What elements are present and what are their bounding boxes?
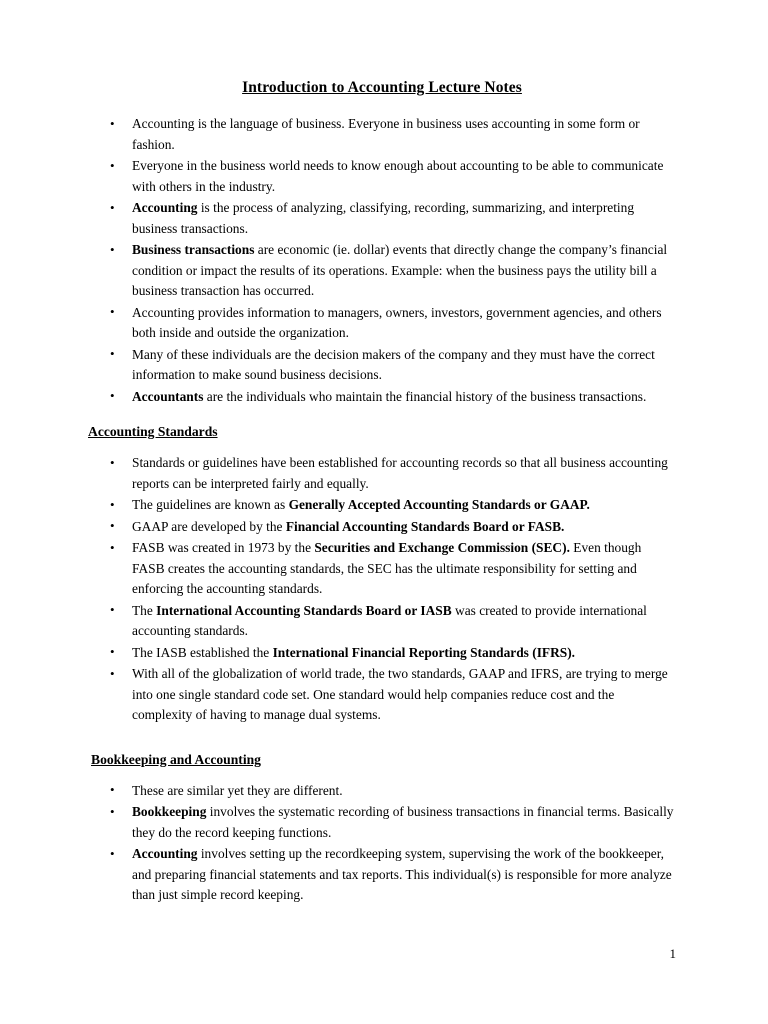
body-text: GAAP are developed by the (132, 518, 286, 534)
body-text: Even though FASB creates the accounting standards, the SEC has the ultimate responsibility for setting and enforcing the accounting standards. (132, 540, 642, 597)
list-item (88, 240, 676, 302)
list-item (88, 453, 676, 494)
list-item (88, 303, 676, 344)
emphasis-text: International Financial Reporting Standards (IFRS). (272, 644, 576, 660)
emphasis-text: Bookkeeping (132, 804, 207, 820)
body-text: The (132, 602, 157, 618)
body-text: Accounting is the language of business. Everyone in business uses accounting in some form or fashion. (132, 116, 640, 152)
body-text: was created to provide international accounting standards. (132, 602, 647, 639)
body-text: Many of these individuals are the decision makers of the company and they must have the correct information to make sound business decisions. (132, 346, 655, 383)
list-item (88, 345, 676, 386)
body-text: FASB was created in 1973 by the (132, 540, 315, 556)
list-item (88, 198, 676, 239)
list-item (88, 643, 676, 664)
list-item (88, 156, 676, 197)
emphasis-text: Generally Accepted Accounting Standards or GAAP. (288, 497, 590, 513)
emphasis-text: International Accounting Standards Board or IASB (156, 602, 452, 618)
body-text: These are similar yet they are different. (132, 782, 343, 798)
body-text: Standards or guidelines have been established for accounting records so that all business accounting reports can be interpreted fairly and equally. (132, 455, 668, 491)
list-item (88, 664, 676, 726)
body-text: involves the systematic recording of business transactions in financial terms. Basically they do the record keeping functions. (132, 804, 674, 840)
body-text: With all of the globalization of world trade, the two standards, GAAP and IFRS, are trying to merge into one single standard code set. One standard would help companies reduce cost and the complexity of having to manage dual systems. (132, 666, 668, 723)
list-item (88, 781, 676, 802)
emphasis-text: Business transactions (132, 242, 255, 258)
body-text: are the individuals who maintain the financial history of the business transactions. (203, 388, 647, 404)
section-heading-bookkeeping-and-accounting: Bookkeeping and Accounting (91, 751, 261, 767)
body-text: The guidelines are known as (132, 497, 289, 513)
list-item (88, 844, 676, 906)
body-text: is the process of analyzing, classifying, recording, summarizing, and interpreting business transactions. (132, 200, 635, 236)
emphasis-text: Accountants (132, 388, 204, 404)
body-text: Everyone in the business world needs to know enough about accounting to be able to communicate with others in the industry. (132, 158, 664, 194)
document-body (88, 114, 676, 906)
bullet-list-intro (88, 114, 676, 407)
bullet-list-bookkeeping-and-accounting (88, 781, 676, 906)
bullet-list-accounting-standards (88, 453, 676, 726)
list-item (88, 802, 676, 843)
emphasis-text: Accounting (132, 200, 198, 216)
list-item (88, 538, 676, 600)
body-text: The IASB established the (132, 644, 273, 660)
emphasis-text: Accounting (132, 846, 198, 862)
list-item (88, 601, 676, 642)
section-heading-accounting-standards: Accounting Standards (88, 424, 218, 440)
list-item (88, 495, 676, 516)
page-number: 1 (669, 946, 676, 961)
page-title: Introduction to Accounting Lecture Notes (242, 79, 522, 96)
emphasis-text: Financial Accounting Standards Board or FASB. (285, 518, 565, 534)
body-text: involves setting up the recordkeeping system, supervising the work of the bookkeeper, and preparing financial statements and tax reports. This individual(s) is responsible for more analyze than just simple record keeping. (132, 846, 672, 903)
list-item (88, 114, 676, 155)
body-text: are economic (ie. dollar) events that directly change the company’s financial condition or impact the results of its operations. Example: when the business pays the utility bill a business transaction has occurred. (132, 242, 668, 299)
list-item (88, 387, 676, 408)
list-item (88, 517, 676, 538)
body-text: Accounting provides information to managers, owners, investors, government agencies, and others both inside and outside the organization. (132, 304, 662, 341)
emphasis-text: Securities and Exchange Commission (SEC). (314, 540, 570, 556)
